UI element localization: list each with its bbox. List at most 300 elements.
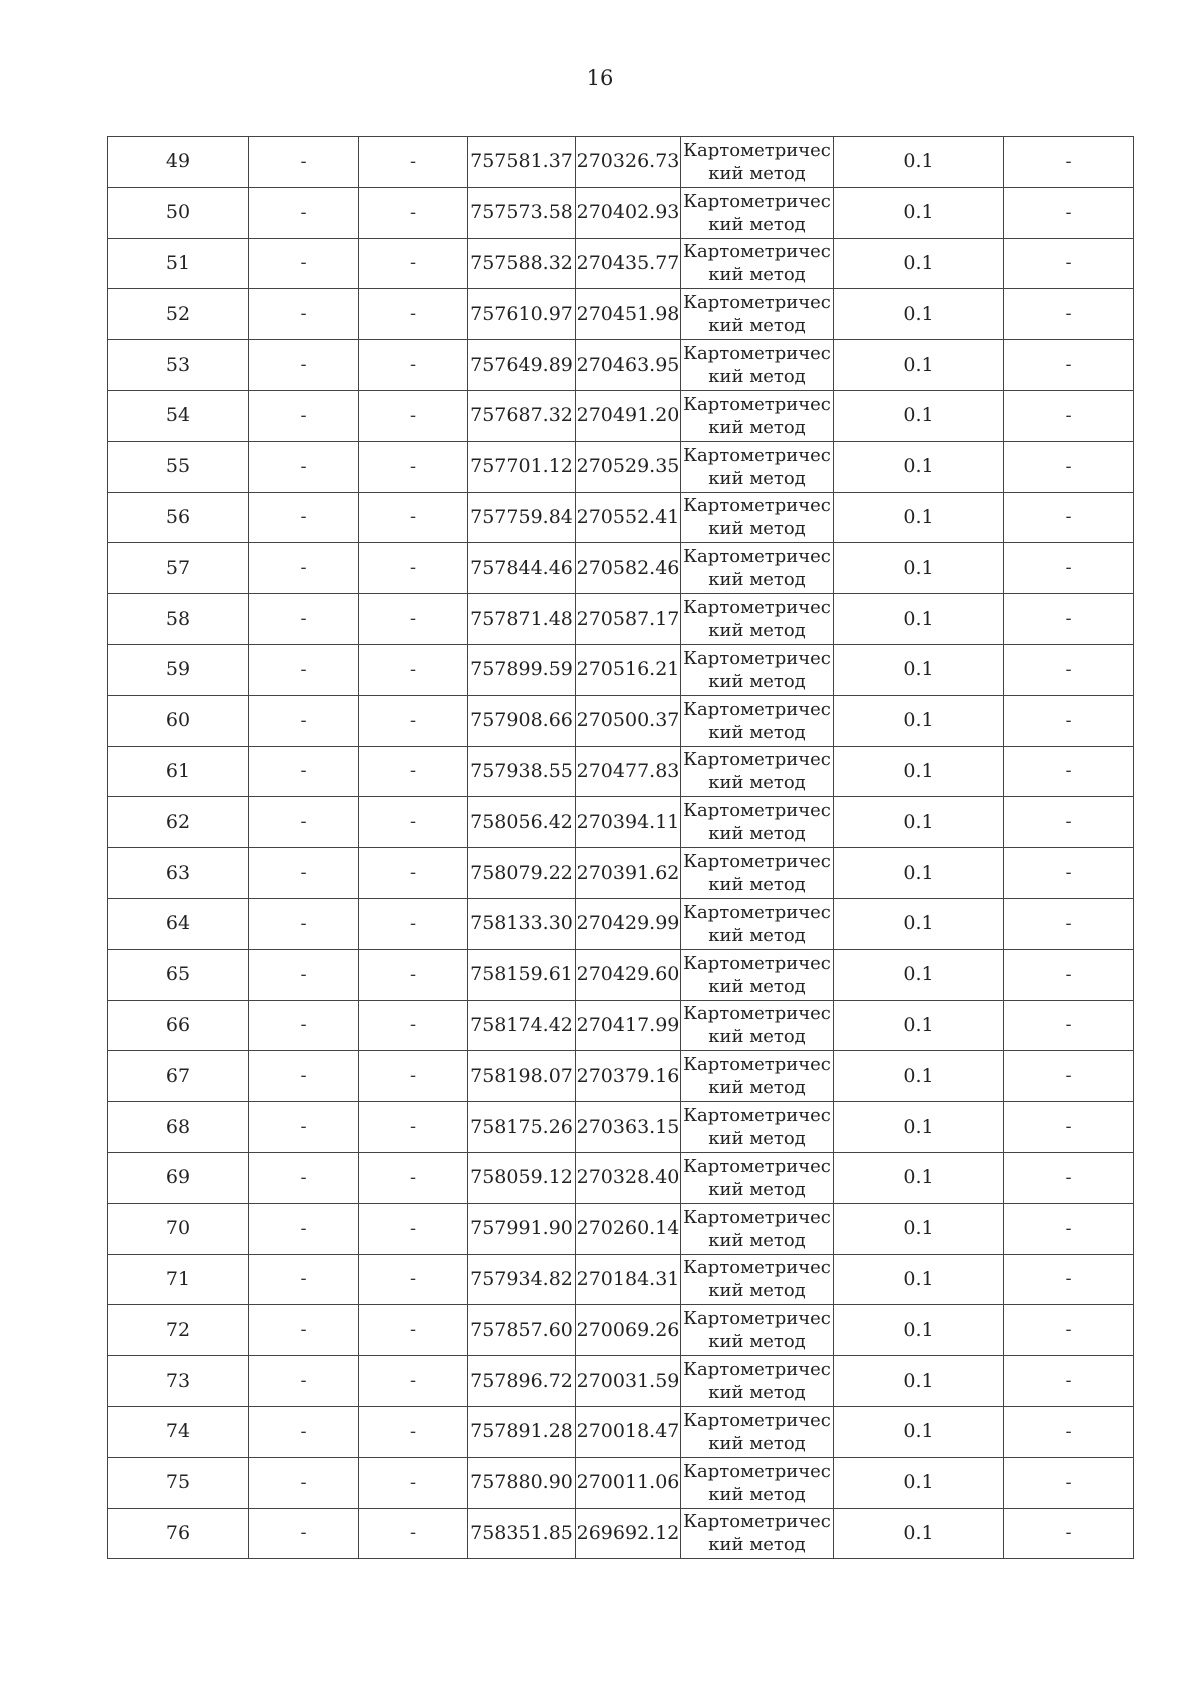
empty-value-cell: - xyxy=(359,1051,468,1102)
coordinate-y-cell: 270379.16 xyxy=(576,1051,681,1102)
method-line-2: кий метод xyxy=(708,1178,806,1200)
empty-value-cell: - xyxy=(249,797,359,848)
method-line-1: Картометричес xyxy=(683,190,831,212)
accuracy-cell: 0.1 xyxy=(834,390,1004,441)
empty-value-cell: - xyxy=(1004,695,1134,746)
empty-value-cell: - xyxy=(359,187,468,238)
accuracy-cell: 0.1 xyxy=(834,1000,1004,1051)
method-line-2: кий метод xyxy=(708,1432,806,1454)
method-cell xyxy=(681,137,834,188)
method-line-1: Картометричес xyxy=(683,1003,831,1025)
point-number-cell: 75 xyxy=(108,1457,249,1508)
table-row xyxy=(108,797,1134,848)
empty-value-cell: - xyxy=(249,1051,359,1102)
method-cell xyxy=(681,492,834,543)
method-line-2: кий метод xyxy=(708,264,806,286)
coordinate-y-cell: 270529.35 xyxy=(576,441,681,492)
empty-value-cell: - xyxy=(359,797,468,848)
empty-value-cell: - xyxy=(1004,797,1134,848)
accuracy-cell: 0.1 xyxy=(834,187,1004,238)
table-row xyxy=(108,340,1134,391)
method-line-1: Картометричес xyxy=(683,597,831,619)
empty-value-cell: - xyxy=(359,340,468,391)
empty-value-cell: - xyxy=(249,187,359,238)
coordinate-y-cell: 270328.40 xyxy=(576,1152,681,1203)
coordinate-x-cell: 757896.72 xyxy=(468,1356,576,1407)
coordinate-x-cell: 758159.61 xyxy=(468,949,576,1000)
table-row xyxy=(108,1203,1134,1254)
method-cell xyxy=(681,390,834,441)
method-line-2: кий метод xyxy=(708,1077,806,1099)
accuracy-cell: 0.1 xyxy=(834,797,1004,848)
method-line-2: кий метод xyxy=(708,416,806,438)
method-line-2: кий метод xyxy=(708,874,806,896)
point-number-cell: 71 xyxy=(108,1254,249,1305)
empty-value-cell: - xyxy=(249,1305,359,1356)
table-row xyxy=(108,1152,1134,1203)
empty-value-cell: - xyxy=(359,238,468,289)
coordinate-y-cell: 270516.21 xyxy=(576,644,681,695)
method-line-1: Картометричес xyxy=(683,749,831,771)
method-cell xyxy=(681,238,834,289)
coordinate-y-cell: 270429.60 xyxy=(576,949,681,1000)
empty-value-cell: - xyxy=(359,1152,468,1203)
point-number-cell: 74 xyxy=(108,1406,249,1457)
point-number-cell: 62 xyxy=(108,797,249,848)
table-row xyxy=(108,390,1134,441)
accuracy-cell: 0.1 xyxy=(834,1203,1004,1254)
empty-value-cell: - xyxy=(249,238,359,289)
method-line-2: кий метод xyxy=(708,213,806,235)
coordinate-y-cell: 270587.17 xyxy=(576,594,681,645)
empty-value-cell: - xyxy=(359,644,468,695)
method-cell xyxy=(681,949,834,1000)
coordinate-x-cell: 757759.84 xyxy=(468,492,576,543)
point-number-cell: 60 xyxy=(108,695,249,746)
coordinate-x-cell: 758059.12 xyxy=(468,1152,576,1203)
empty-value-cell: - xyxy=(359,289,468,340)
empty-value-cell: - xyxy=(1004,1406,1134,1457)
accuracy-cell: 0.1 xyxy=(834,594,1004,645)
empty-value-cell: - xyxy=(359,1457,468,1508)
coordinate-x-cell: 758351.85 xyxy=(468,1508,576,1559)
point-number-cell: 54 xyxy=(108,390,249,441)
table-row xyxy=(108,1457,1134,1508)
method-cell xyxy=(681,187,834,238)
method-cell xyxy=(681,746,834,797)
point-number-cell: 73 xyxy=(108,1356,249,1407)
method-line-2: кий метод xyxy=(708,975,806,997)
coordinate-y-cell: 270417.99 xyxy=(576,1000,681,1051)
coordinate-x-cell: 757934.82 xyxy=(468,1254,576,1305)
coordinate-y-cell: 270031.59 xyxy=(576,1356,681,1407)
method-cell xyxy=(681,848,834,899)
empty-value-cell: - xyxy=(1004,187,1134,238)
point-number-cell: 67 xyxy=(108,1051,249,1102)
method-cell xyxy=(681,1406,834,1457)
coordinate-x-cell: 757991.90 xyxy=(468,1203,576,1254)
accuracy-cell: 0.1 xyxy=(834,644,1004,695)
empty-value-cell: - xyxy=(249,1406,359,1457)
method-line-1: Картометричес xyxy=(683,1460,831,1482)
accuracy-cell: 0.1 xyxy=(834,543,1004,594)
empty-value-cell: - xyxy=(359,949,468,1000)
method-line-1: Картометричес xyxy=(683,1409,831,1431)
empty-value-cell: - xyxy=(249,746,359,797)
coordinate-y-cell: 270018.47 xyxy=(576,1406,681,1457)
empty-value-cell: - xyxy=(249,1000,359,1051)
table-row xyxy=(108,1051,1134,1102)
point-number-cell: 70 xyxy=(108,1203,249,1254)
method-line-1: Картометричес xyxy=(683,1511,831,1533)
page-number: 16 xyxy=(586,66,614,90)
point-number-cell: 66 xyxy=(108,1000,249,1051)
empty-value-cell: - xyxy=(1004,1203,1134,1254)
empty-value-cell: - xyxy=(249,848,359,899)
accuracy-cell: 0.1 xyxy=(834,848,1004,899)
method-line-1: Картометричес xyxy=(683,901,831,923)
method-cell xyxy=(681,644,834,695)
coordinate-y-cell: 270011.06 xyxy=(576,1457,681,1508)
method-line-2: кий метод xyxy=(708,1534,806,1556)
method-line-1: Картометричес xyxy=(683,1155,831,1177)
method-line-2: кий метод xyxy=(708,1331,806,1353)
empty-value-cell: - xyxy=(249,594,359,645)
accuracy-cell: 0.1 xyxy=(834,746,1004,797)
coordinate-y-cell: 269692.12 xyxy=(576,1508,681,1559)
table-row xyxy=(108,898,1134,949)
empty-value-cell: - xyxy=(1004,1508,1134,1559)
coordinate-x-cell: 757899.59 xyxy=(468,644,576,695)
method-cell xyxy=(681,1152,834,1203)
accuracy-cell: 0.1 xyxy=(834,1457,1004,1508)
method-line-1: Картометричес xyxy=(683,393,831,415)
empty-value-cell: - xyxy=(359,1203,468,1254)
coordinate-y-cell: 270552.41 xyxy=(576,492,681,543)
table-row xyxy=(108,289,1134,340)
method-cell xyxy=(681,1356,834,1407)
empty-value-cell: - xyxy=(359,1305,468,1356)
empty-value-cell: - xyxy=(1004,390,1134,441)
method-cell xyxy=(681,1000,834,1051)
table-row xyxy=(108,1356,1134,1407)
point-number-cell: 64 xyxy=(108,898,249,949)
coordinate-y-cell: 270363.15 xyxy=(576,1102,681,1153)
coordinate-x-cell: 757588.32 xyxy=(468,238,576,289)
method-line-1: Картометричес xyxy=(683,292,831,314)
coordinate-x-cell: 757701.12 xyxy=(468,441,576,492)
coordinate-x-cell: 757649.89 xyxy=(468,340,576,391)
coordinate-y-cell: 270491.20 xyxy=(576,390,681,441)
method-cell xyxy=(681,1203,834,1254)
method-line-2: кий метод xyxy=(708,1229,806,1251)
method-cell xyxy=(681,340,834,391)
point-number-cell: 51 xyxy=(108,238,249,289)
method-line-1: Картометричес xyxy=(683,800,831,822)
method-line-2: кий метод xyxy=(708,162,806,184)
point-number-cell: 56 xyxy=(108,492,249,543)
method-line-2: кий метод xyxy=(708,569,806,591)
method-cell xyxy=(681,797,834,848)
accuracy-cell: 0.1 xyxy=(834,949,1004,1000)
method-line-1: Картометричес xyxy=(683,1105,831,1127)
table-row xyxy=(108,1254,1134,1305)
empty-value-cell: - xyxy=(1004,1356,1134,1407)
empty-value-cell: - xyxy=(359,543,468,594)
method-line-1: Картометричес xyxy=(683,241,831,263)
empty-value-cell: - xyxy=(249,695,359,746)
empty-value-cell: - xyxy=(359,1102,468,1153)
method-cell xyxy=(681,695,834,746)
empty-value-cell: - xyxy=(359,1356,468,1407)
method-cell xyxy=(681,1051,834,1102)
table-row xyxy=(108,1102,1134,1153)
empty-value-cell: - xyxy=(249,137,359,188)
empty-value-cell: - xyxy=(1004,594,1134,645)
empty-value-cell: - xyxy=(249,492,359,543)
accuracy-cell: 0.1 xyxy=(834,340,1004,391)
point-number-cell: 49 xyxy=(108,137,249,188)
accuracy-cell: 0.1 xyxy=(834,1051,1004,1102)
coordinate-x-cell: 757687.32 xyxy=(468,390,576,441)
method-line-1: Картометричес xyxy=(683,495,831,517)
method-line-1: Картометричес xyxy=(683,546,831,568)
empty-value-cell: - xyxy=(249,1203,359,1254)
coordinate-y-cell: 270582.46 xyxy=(576,543,681,594)
coordinate-y-cell: 270402.93 xyxy=(576,187,681,238)
empty-value-cell: - xyxy=(359,1508,468,1559)
method-cell xyxy=(681,543,834,594)
method-line-2: кий метод xyxy=(708,518,806,540)
empty-value-cell: - xyxy=(1004,746,1134,797)
table-row xyxy=(108,594,1134,645)
coordinate-y-cell: 270500.37 xyxy=(576,695,681,746)
table-row xyxy=(108,137,1134,188)
empty-value-cell: - xyxy=(359,1254,468,1305)
empty-value-cell: - xyxy=(359,137,468,188)
coordinate-y-cell: 270451.98 xyxy=(576,289,681,340)
method-line-1: Картометричес xyxy=(683,1257,831,1279)
point-number-cell: 50 xyxy=(108,187,249,238)
method-line-1: Картометричес xyxy=(683,139,831,161)
method-cell xyxy=(681,594,834,645)
table-row xyxy=(108,187,1134,238)
empty-value-cell: - xyxy=(1004,1457,1134,1508)
coordinate-x-cell: 757610.97 xyxy=(468,289,576,340)
accuracy-cell: 0.1 xyxy=(834,695,1004,746)
method-line-1: Картометричес xyxy=(683,647,831,669)
empty-value-cell: - xyxy=(1004,644,1134,695)
empty-value-cell: - xyxy=(249,390,359,441)
empty-value-cell: - xyxy=(1004,1254,1134,1305)
empty-value-cell: - xyxy=(249,289,359,340)
coordinate-y-cell: 270435.77 xyxy=(576,238,681,289)
point-number-cell: 55 xyxy=(108,441,249,492)
coordinate-y-cell: 270184.31 xyxy=(576,1254,681,1305)
method-line-2: кий метод xyxy=(708,721,806,743)
method-cell xyxy=(681,1508,834,1559)
table-row xyxy=(108,238,1134,289)
coordinate-x-cell: 757581.37 xyxy=(468,137,576,188)
method-line-1: Картометричес xyxy=(683,952,831,974)
empty-value-cell: - xyxy=(249,1457,359,1508)
method-line-1: Картометричес xyxy=(683,1206,831,1228)
table-row xyxy=(108,695,1134,746)
empty-value-cell: - xyxy=(1004,289,1134,340)
point-number-cell: 72 xyxy=(108,1305,249,1356)
accuracy-cell: 0.1 xyxy=(834,1406,1004,1457)
method-line-1: Картометричес xyxy=(683,343,831,365)
accuracy-cell: 0.1 xyxy=(834,1152,1004,1203)
empty-value-cell: - xyxy=(1004,1152,1134,1203)
table-row xyxy=(108,1305,1134,1356)
point-number-cell: 53 xyxy=(108,340,249,391)
table-row xyxy=(108,543,1134,594)
empty-value-cell: - xyxy=(249,1356,359,1407)
point-number-cell: 58 xyxy=(108,594,249,645)
coordinate-y-cell: 270463.95 xyxy=(576,340,681,391)
method-cell xyxy=(681,1102,834,1153)
table-body xyxy=(108,137,1134,1559)
point-number-cell: 69 xyxy=(108,1152,249,1203)
empty-value-cell: - xyxy=(359,746,468,797)
coordinate-y-cell: 270069.26 xyxy=(576,1305,681,1356)
accuracy-cell: 0.1 xyxy=(834,1102,1004,1153)
method-cell xyxy=(681,898,834,949)
empty-value-cell: - xyxy=(1004,898,1134,949)
coordinate-x-cell: 757573.58 xyxy=(468,187,576,238)
empty-value-cell: - xyxy=(359,594,468,645)
coordinate-y-cell: 270394.11 xyxy=(576,797,681,848)
coordinate-y-cell: 270326.73 xyxy=(576,137,681,188)
method-cell xyxy=(681,289,834,340)
method-line-1: Картометричес xyxy=(683,1308,831,1330)
empty-value-cell: - xyxy=(359,898,468,949)
empty-value-cell: - xyxy=(359,1406,468,1457)
empty-value-cell: - xyxy=(1004,1102,1134,1153)
accuracy-cell: 0.1 xyxy=(834,1356,1004,1407)
method-line-2: кий метод xyxy=(708,467,806,489)
table-row xyxy=(108,1508,1134,1559)
empty-value-cell: - xyxy=(249,340,359,391)
accuracy-cell: 0.1 xyxy=(834,238,1004,289)
coordinate-y-cell: 270477.83 xyxy=(576,746,681,797)
coordinate-x-cell: 757938.55 xyxy=(468,746,576,797)
table-row xyxy=(108,441,1134,492)
method-line-2: кий метод xyxy=(708,1382,806,1404)
method-line-2: кий метод xyxy=(708,1483,806,1505)
accuracy-cell: 0.1 xyxy=(834,1254,1004,1305)
accuracy-cell: 0.1 xyxy=(834,289,1004,340)
method-line-2: кий метод xyxy=(708,1128,806,1150)
empty-value-cell: - xyxy=(1004,137,1134,188)
empty-value-cell: - xyxy=(1004,1000,1134,1051)
empty-value-cell: - xyxy=(1004,238,1134,289)
coordinate-x-cell: 757908.66 xyxy=(468,695,576,746)
point-number-cell: 61 xyxy=(108,746,249,797)
point-number-cell: 65 xyxy=(108,949,249,1000)
coordinate-y-cell: 270391.62 xyxy=(576,848,681,899)
coordinate-y-cell: 270260.14 xyxy=(576,1203,681,1254)
coordinate-x-cell: 757844.46 xyxy=(468,543,576,594)
empty-value-cell: - xyxy=(249,898,359,949)
empty-value-cell: - xyxy=(1004,1305,1134,1356)
empty-value-cell: - xyxy=(249,644,359,695)
method-line-1: Картометричес xyxy=(683,444,831,466)
empty-value-cell: - xyxy=(1004,1051,1134,1102)
method-line-1: Картометричес xyxy=(683,1359,831,1381)
point-number-cell: 63 xyxy=(108,848,249,899)
empty-value-cell: - xyxy=(249,1102,359,1153)
method-line-1: Картометричес xyxy=(683,698,831,720)
coordinate-x-cell: 758079.22 xyxy=(468,848,576,899)
accuracy-cell: 0.1 xyxy=(834,1508,1004,1559)
empty-value-cell: - xyxy=(249,949,359,1000)
coordinate-x-cell: 757880.90 xyxy=(468,1457,576,1508)
empty-value-cell: - xyxy=(359,848,468,899)
table-row xyxy=(108,644,1134,695)
empty-value-cell: - xyxy=(359,390,468,441)
accuracy-cell: 0.1 xyxy=(834,441,1004,492)
table-row xyxy=(108,746,1134,797)
accuracy-cell: 0.1 xyxy=(834,1305,1004,1356)
coordinate-y-cell: 270429.99 xyxy=(576,898,681,949)
empty-value-cell: - xyxy=(249,441,359,492)
coordinate-x-cell: 758175.26 xyxy=(468,1102,576,1153)
coordinates-table xyxy=(107,136,1134,1559)
point-number-cell: 52 xyxy=(108,289,249,340)
table-row xyxy=(108,949,1134,1000)
empty-value-cell: - xyxy=(359,1000,468,1051)
method-line-2: кий метод xyxy=(708,670,806,692)
coordinate-x-cell: 757871.48 xyxy=(468,594,576,645)
method-cell xyxy=(681,1305,834,1356)
empty-value-cell: - xyxy=(249,1508,359,1559)
empty-value-cell: - xyxy=(1004,340,1134,391)
empty-value-cell: - xyxy=(359,441,468,492)
accuracy-cell: 0.1 xyxy=(834,492,1004,543)
method-line-1: Картометричес xyxy=(683,851,831,873)
method-line-2: кий метод xyxy=(708,924,806,946)
method-line-2: кий метод xyxy=(708,1026,806,1048)
coordinate-x-cell: 758133.30 xyxy=(468,898,576,949)
empty-value-cell: - xyxy=(1004,441,1134,492)
coordinate-x-cell: 758056.42 xyxy=(468,797,576,848)
table-row xyxy=(108,492,1134,543)
method-cell xyxy=(681,1457,834,1508)
table-row xyxy=(108,1406,1134,1457)
empty-value-cell: - xyxy=(1004,848,1134,899)
empty-value-cell: - xyxy=(249,543,359,594)
empty-value-cell: - xyxy=(1004,492,1134,543)
table-row xyxy=(108,1000,1134,1051)
point-number-cell: 59 xyxy=(108,644,249,695)
accuracy-cell: 0.1 xyxy=(834,137,1004,188)
coordinate-x-cell: 757857.60 xyxy=(468,1305,576,1356)
empty-value-cell: - xyxy=(359,492,468,543)
coordinate-x-cell: 758174.42 xyxy=(468,1000,576,1051)
coordinate-x-cell: 757891.28 xyxy=(468,1406,576,1457)
method-cell xyxy=(681,441,834,492)
empty-value-cell: - xyxy=(1004,543,1134,594)
empty-value-cell: - xyxy=(1004,949,1134,1000)
method-line-2: кий метод xyxy=(708,366,806,388)
method-line-2: кий метод xyxy=(708,1280,806,1302)
method-line-1: Картометричес xyxy=(683,1054,831,1076)
table-row xyxy=(108,848,1134,899)
point-number-cell: 68 xyxy=(108,1102,249,1153)
method-cell xyxy=(681,1254,834,1305)
